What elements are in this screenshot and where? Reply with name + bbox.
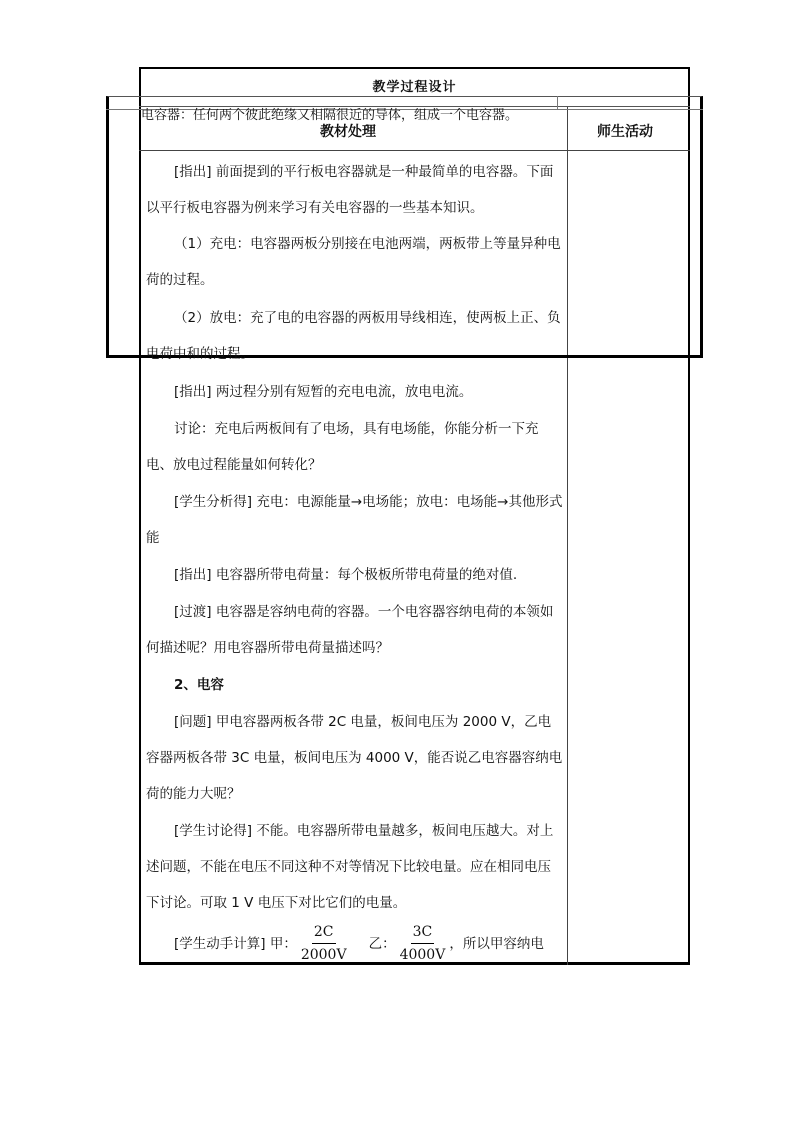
fraction-b: [400, 922, 446, 965]
calculation-line: [146, 922, 544, 965]
table-title: 教学过程设计: [372, 80, 457, 95]
fraction-a: [301, 922, 347, 965]
fraction-b-denominator: 4000V: [399, 947, 446, 963]
paragraph: [指出] 电容器所带电荷量：每个极板所带电荷量的绝对值.: [174, 567, 518, 583]
section-heading: 2、电容: [174, 677, 224, 693]
column-header-materials: 教材处理: [320, 124, 376, 140]
fraction-a-denominator: 2000V: [300, 947, 347, 963]
paragraph: [问题] 甲电容器两板各带 2C 电量，板间电压为 2000 V，乙电容器两板各带 3C 电量，板间电压为 4000 V，能否说乙电容器容纳电荷的能力大呢？: [146, 714, 563, 802]
overlapping-definition-text: 电容器：任何两个彼此绝缘又相隔很近的导体，组成一个电容器。: [141, 108, 519, 123]
fraction-b-numerator: 3C: [411, 922, 435, 944]
paragraph: （1）充电：电容器两板分别接在电池两端，两板带上等量异种电荷的过程。: [146, 236, 561, 288]
paragraph: [指出] 前面提到的平行板电容器就是一种最简单的电容器。下面以平行板电容器为例来学习有关电容器的一些基本知识。: [146, 164, 554, 216]
calc-suffix: ，所以甲容纳电: [449, 935, 544, 952]
paragraph: 讨论：充电后两板间有了电场，具有电场能，你能分析一下充电、放电过程能量如何转化？: [146, 421, 539, 473]
fraction-a-numerator: 2C: [312, 922, 336, 944]
column-header-activities: 师生活动: [597, 124, 653, 140]
paragraph: （2）放电：充了电的电容器的两板用导线相连，使两板上正、负电荷中和的过程。: [146, 310, 561, 362]
calc-mid: 乙：: [368, 935, 396, 952]
paragraph: [过渡] 电容器是容纳电荷的容器。一个电容器容纳电荷的本领如何描述呢？用电容器所带电荷量描述吗？: [146, 604, 554, 656]
calc-prefix: [学生动手计算] 甲：: [174, 935, 297, 952]
overlapping-cell-divider: [557, 96, 558, 110]
paragraph: [学生讨论得] 不能。电容器所带电量越多，板间电压越大。对上述问题，不能在电压不同这种不对等情况下比较电量。应在相同电压下讨论。可取 1 V 电压下对比它们的电量。: [146, 823, 554, 911]
paragraph: [学生分析得] 充电：电源能量→电场能；放电：电场能→其他形式能: [146, 494, 563, 546]
paragraph: [指出] 两过程分别有短暂的充电电流，放电电流。: [174, 384, 473, 400]
lesson-content: [146, 154, 564, 921]
